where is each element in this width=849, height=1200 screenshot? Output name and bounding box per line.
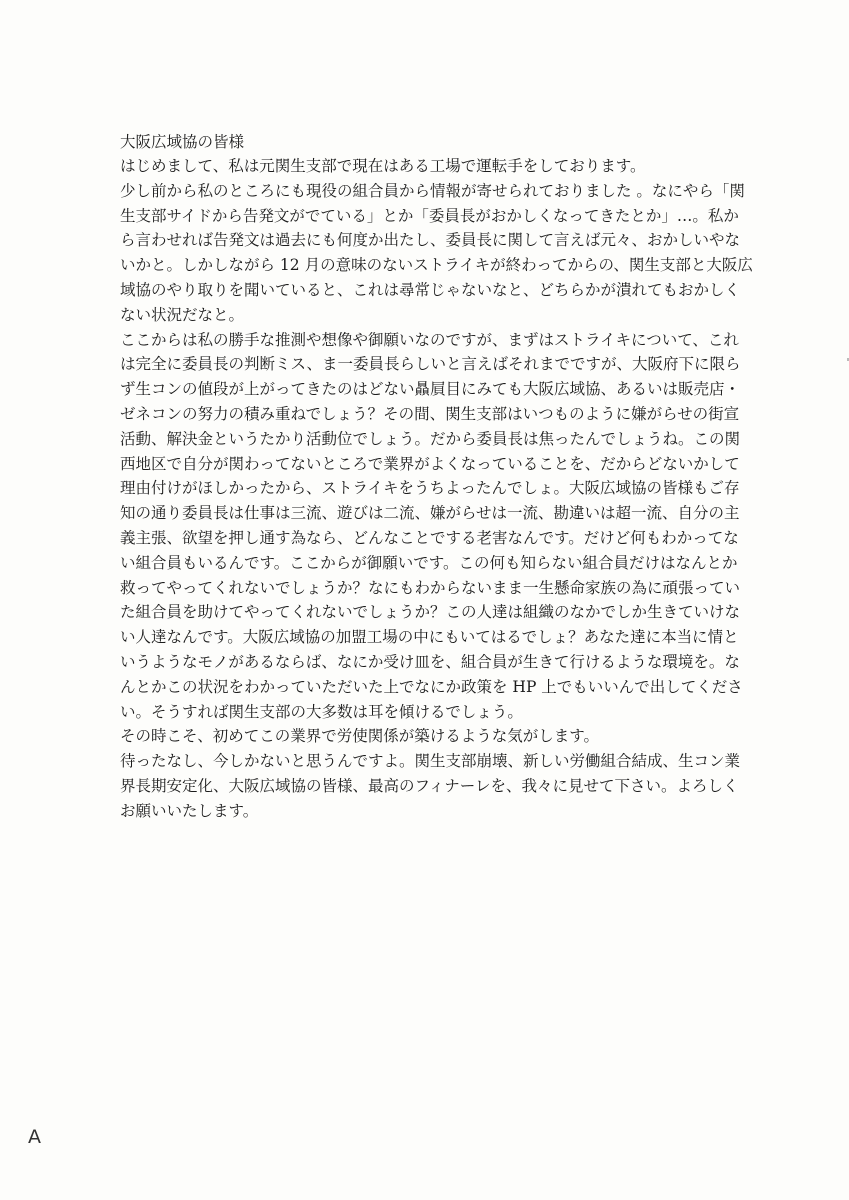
text-line: 救ってやってくれないでしょうか？なにもわからないまま一生懸命家族の為に頑張ってい [120,578,741,597]
text-line: 待ったなし、今しかないと思うんですよ。関生支部崩壊、新しい労働組合結成、生コン業 [120,752,741,771]
paragraph [120,154,732,179]
letter-body [120,130,753,824]
text-line: いかと。しかしながら 12 月の意味のないストライキが終わってからの、関生支部と大阪広 [120,256,753,275]
text-line: 西地区で自分が関わってないところで業界がよくなっていることを、だからどないかして [120,454,740,473]
text-line: ら言わせれば告発文は過去にも何度か出たし、委員長に関して言えば元々、おかしいやな [120,231,741,250]
page-marker: A [28,1126,41,1148]
text-line: ゼネコンの努力の積み重ねでしょう？その間、関生支部はいつものように嫌がらせの街宣 [120,404,740,423]
text-line: た組合員を助けてやってくれないでしょうか？この人達は組織のなかでしか生きていけな [120,603,741,622]
text-line: 界長期安定化、大阪広域協の皆様、最高のフィナーレを、我々に見せて下さい。よろしく [120,776,739,795]
text-line: お願いいたします。 [120,801,259,820]
text-line: い組合員もいるんです。ここからが御願いです。この何も知らない組合員だけはなんとか [120,553,738,572]
paragraph-list [120,154,753,824]
text-line: は完全に委員長の判断ミス、ま一委員長らしいと言えばそれまでですが、大阪府下に限ら [120,355,741,374]
paragraph [120,179,753,328]
paragraph [120,328,743,725]
text-line: 活動、解決金というたかり活動位でしょう。だから委員長は焦ったんでしょうね。この関 [120,429,741,448]
paragraph [120,749,741,823]
text-line: 義主張、欲望を押し通す為なら、どんなことでする老害なんです。だけど何もわかってな [120,528,739,547]
text-line: 域協のやり取りを聞いていると、これは尋常じゃないなと、どちらかが潰れてもおかしく [120,280,741,299]
text-line: ここからは私の勝手な推測や想像や御願いなのですが、まずはストライキについて、これ [120,330,739,349]
text-line: ない状況だなと。 [120,305,245,324]
text-line: い。そうすれば関生支部の大多数は耳を傾けるでしょう。 [120,702,523,721]
paragraph [120,724,732,749]
salutation: 大阪広域協の皆様 [120,133,245,151]
text-line: 生支部サイドから告発文がでている」とか「委員長がおかしくなってきたとか」…。私か [120,206,739,225]
text-line: ず生コンの値段が上がってきたのはどない贔屓目にみても大阪広域協、あるいは販売店・ [120,380,741,399]
text-line: その時こそ、初めてこの業界で労使関係が築けるような気がします。 [120,727,599,746]
text-line: はじめまして、私は元関生支部で現在はある工場で運転手をしております。 [120,157,646,175]
text-line: んとかこの状況をわかっていただいた上でなにか政策を HP 上でもいいんで出してくださ [120,677,743,696]
text-line: い人達なんです。大阪広域協の加盟工場の中にもいてはるでしょ？あなた達に本当に情と [120,628,739,647]
text-line: 知の通り委員長は仕事は三流、遊びは二流、嫌がらせは一流、勘違いは超一流、自分の主 [120,504,740,523]
text-line: 少し前から私のところにも現役の組合員から情報が寄せられておりました 。なにやら「関 [120,181,745,200]
text-line: いうようなモノがあるならば、なにか受け皿を、組合員が生きて行けるような環境を。な [120,652,740,671]
text-line: 理由付けがほしかったから、ストライキをうちよったんでしょ。大阪広域協の皆様もご存 [120,479,740,498]
